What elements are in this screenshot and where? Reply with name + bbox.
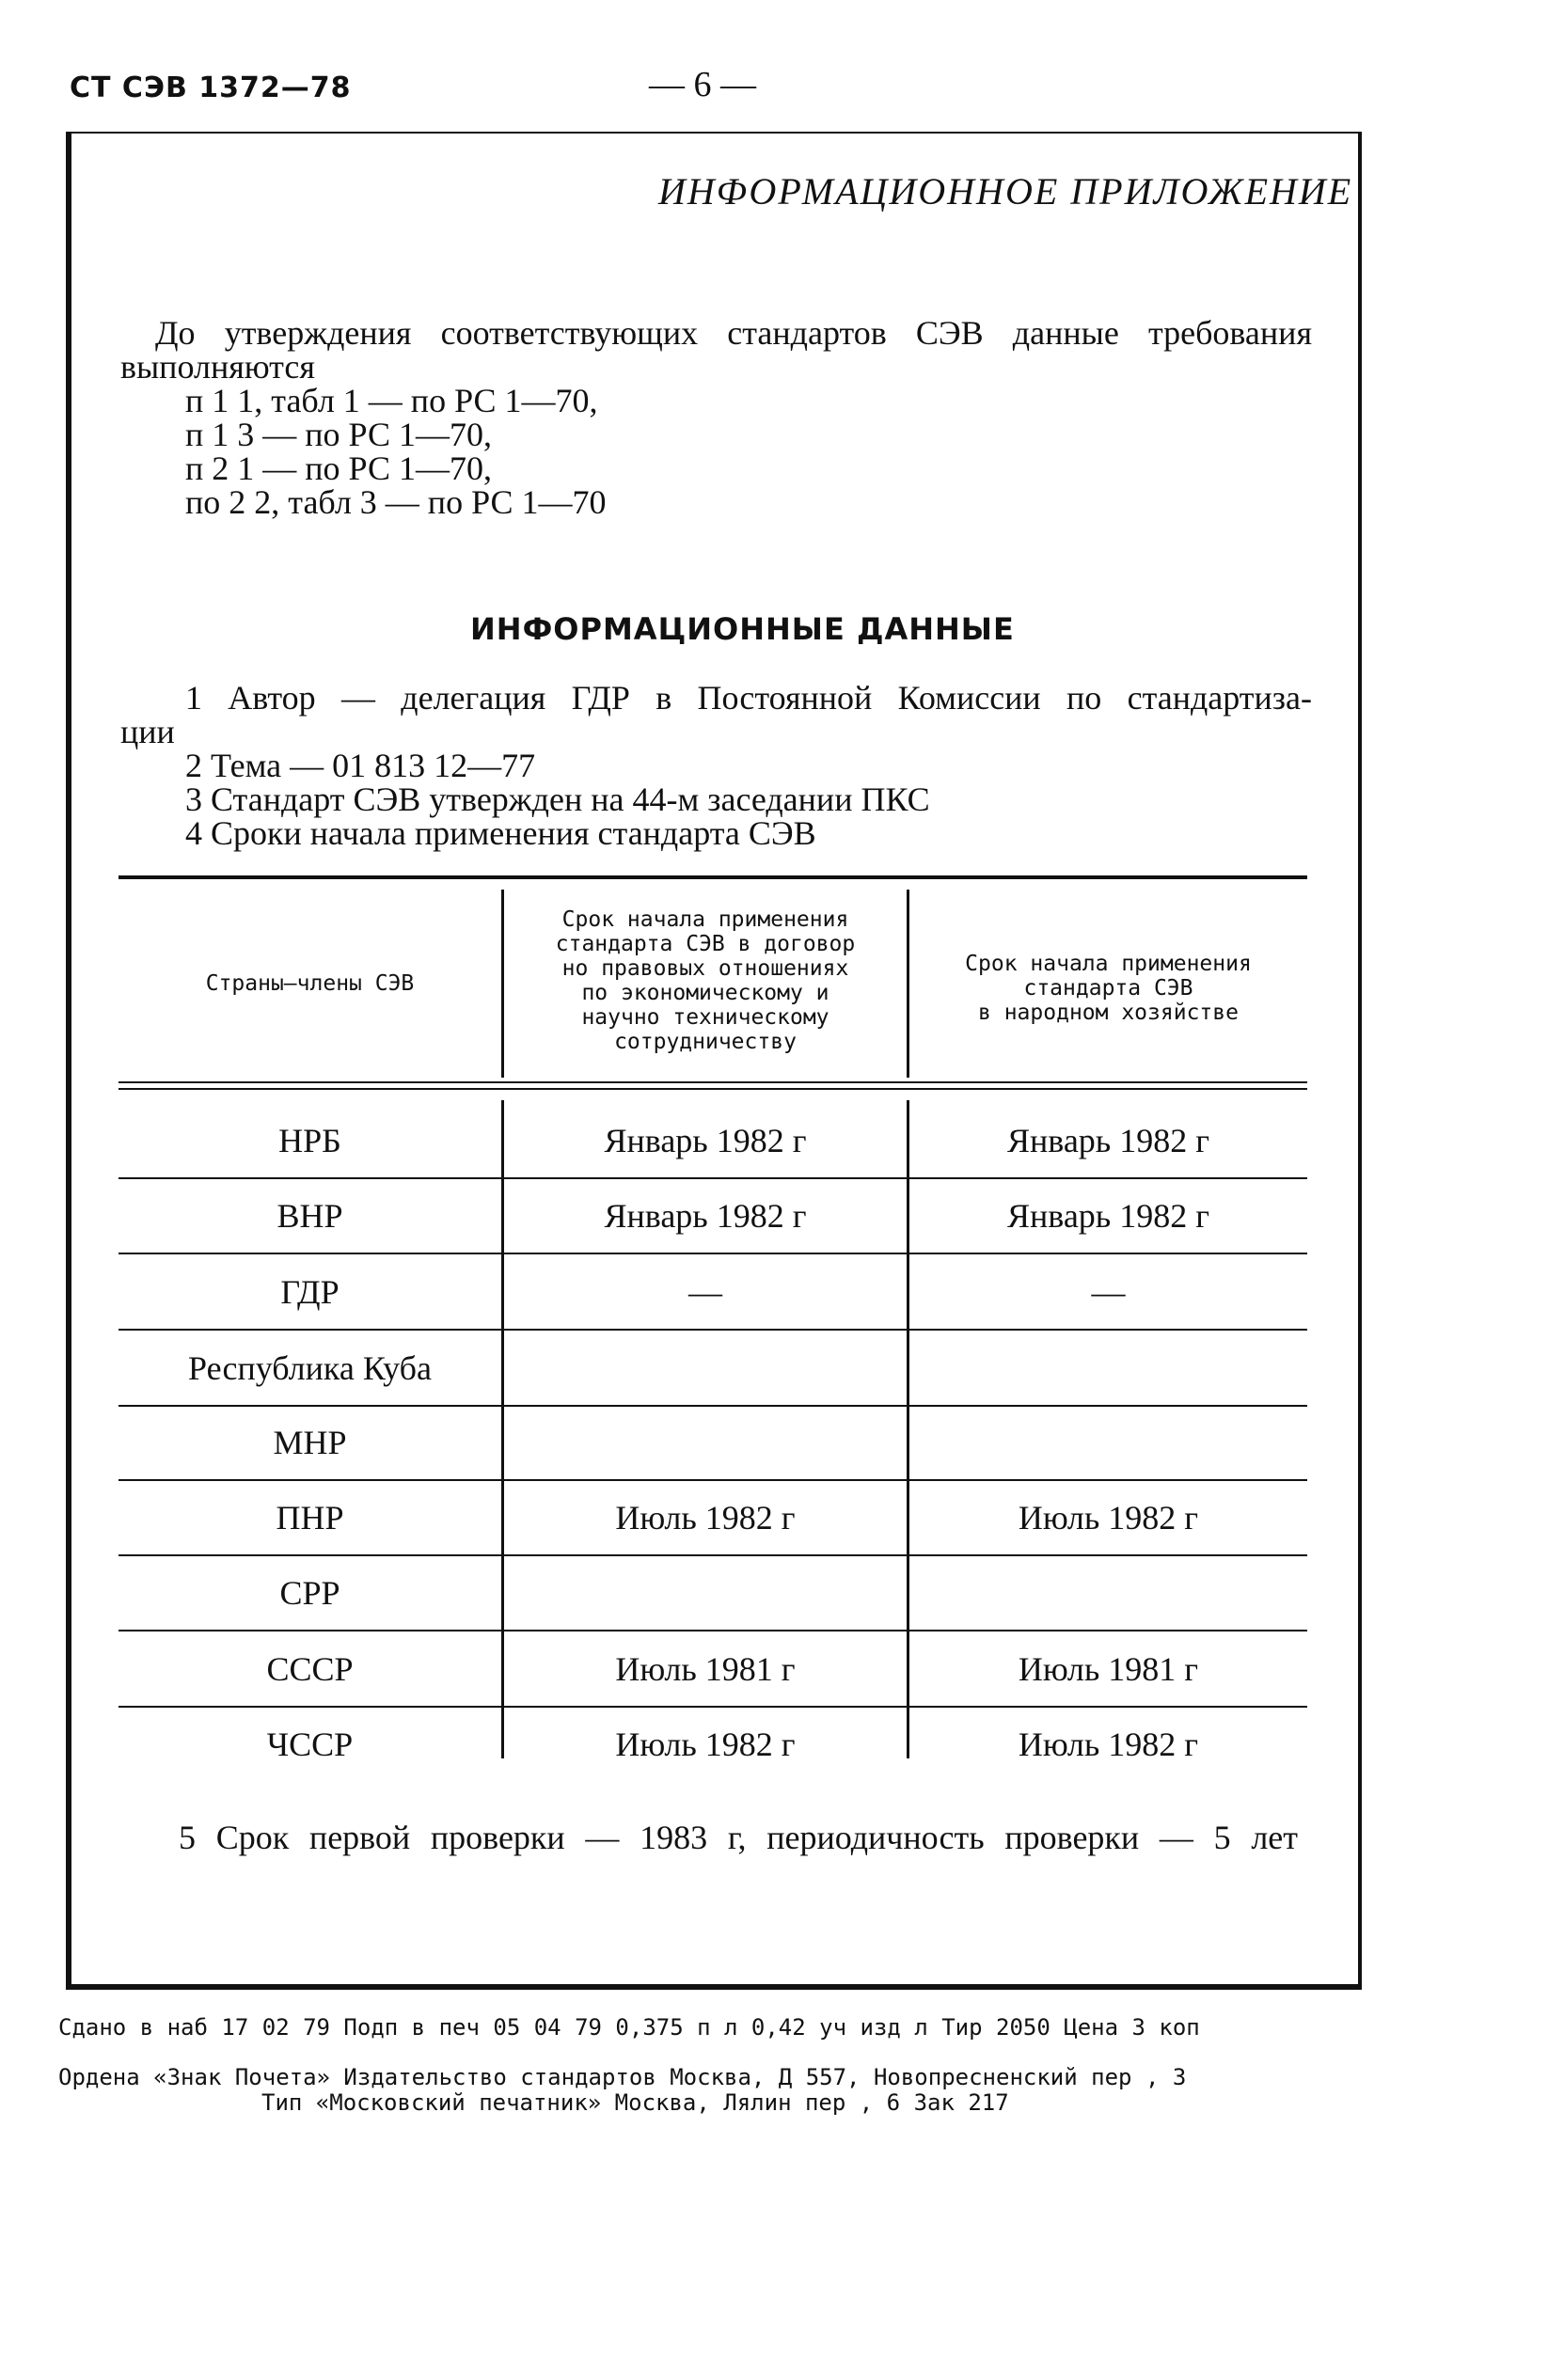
table-cell-country: ЧССР [266,1726,354,1763]
table-cell-country: СССР [266,1650,354,1688]
table-cell-contract: Июль 1982 г [615,1499,796,1537]
row-divider [118,1253,1307,1254]
footer-publisher: Ордена «Знак Почета» Издательство стандартов Москва, Д 557, Новопресненский пер , 3 [58,2064,1187,2090]
row-divider [118,1554,1307,1556]
table-cell-country: ПНР [276,1499,344,1537]
info-title: ИНФОРМАЦИОННЫЕ ДАННЫЕ [470,611,1015,647]
table-header-rule [118,1088,1307,1090]
info-item-1-cont: ции [120,713,175,750]
appendix-title: ИНФОРМАЦИОННОЕ ПРИЛОЖЕНИЕ [658,170,1353,213]
table-cell-economy: Июль 1981 г [1018,1650,1199,1688]
info-item-1: 1 Автор — делегация ГДР в Постоянной Комиссии по стандартиза- [185,679,1312,717]
row-divider [118,1706,1307,1708]
intro-item: п 2 1 — по РС 1—70, [185,449,493,487]
intro-line-2: выполняются [120,348,315,386]
footer-printer: Тип «Московский печатник» Москва, Лялин пер , 6 Зак 217 [261,2089,1009,2116]
col-header-line: сотрудничеству [614,1030,797,1054]
table-cell-country: НРБ [278,1122,341,1159]
table-cell-economy: — [1091,1273,1126,1311]
col-header-line: стандарта СЭВ в договор [555,932,856,956]
col-header-line: Срок начала применения [561,907,849,932]
info-item-2: 2 Тема — 01 813 12—77 [185,747,536,784]
table-cell-country: Республика Куба [188,1349,432,1387]
table-top-rule [118,875,1307,879]
page-number: — 6 — [649,65,756,104]
table-cell-contract: Январь 1982 г [604,1122,807,1159]
col-header-line: научно техническому [581,1005,829,1030]
intro-item: п 1 3 — по РС 1—70, [185,416,493,453]
col-header-line: Срок начала применения [965,952,1252,976]
info-item-4: 4 Сроки начала применения стандарта СЭВ [185,814,816,852]
intro-line-1: До утверждения соответствующих стандартов СЭВ данные требования [155,314,1312,352]
standard-code: СТ СЭВ 1372—78 [70,71,352,104]
info-item-5: 5 Срок первой проверки — 1983 г, периодичность проверки — 5 лет [179,1819,1298,1856]
table-cell-contract: Июль 1982 г [615,1726,796,1763]
table-cell-country: ВНР [276,1197,343,1235]
row-divider [118,1177,1307,1179]
footer-print-info: Сдано в наб 17 02 79 Подп в печ 05 04 79 0,375 п л 0,42 уч изд л Тир 2050 Цена 3 коп [58,2014,1200,2041]
col-header-line: в народном хозяйстве [978,1001,1239,1025]
table-cell-country: СРР [279,1574,340,1612]
row-divider [118,1329,1307,1331]
table-cell-country: ГДР [280,1273,340,1311]
table-cell-economy: Июль 1982 г [1018,1726,1199,1763]
row-divider [118,1405,1307,1407]
table-cell-economy: Январь 1982 г [1007,1197,1209,1235]
table-cell-contract: Январь 1982 г [604,1197,807,1235]
intro-item: п 1 1, табл 1 — по РС 1—70, [185,382,598,419]
table-header-rule [118,1081,1307,1083]
col-header-line: но правовых отношениях [561,956,849,981]
table-cell-economy: Январь 1982 г [1007,1122,1209,1159]
col-header-line: по экономическому и [581,981,829,1005]
col-header-contract [504,907,907,1054]
row-divider [118,1479,1307,1481]
table-cell-contract: — [688,1273,722,1311]
table-cell-contract: Июль 1981 г [615,1650,796,1688]
col-header-countries: Страны—члены СЭВ [205,971,415,996]
table-cell-country: МНР [273,1424,347,1461]
col-header-line: стандарта СЭВ [1023,976,1193,1001]
col-header-economy [909,952,1307,1025]
row-divider [118,1630,1307,1631]
intro-item: по 2 2, табл 3 — по РС 1—70 [185,483,607,521]
info-item-3: 3 Стандарт СЭВ утвержден на 44-м заседании ПКС [185,780,930,818]
table-cell-economy: Июль 1982 г [1018,1499,1199,1537]
